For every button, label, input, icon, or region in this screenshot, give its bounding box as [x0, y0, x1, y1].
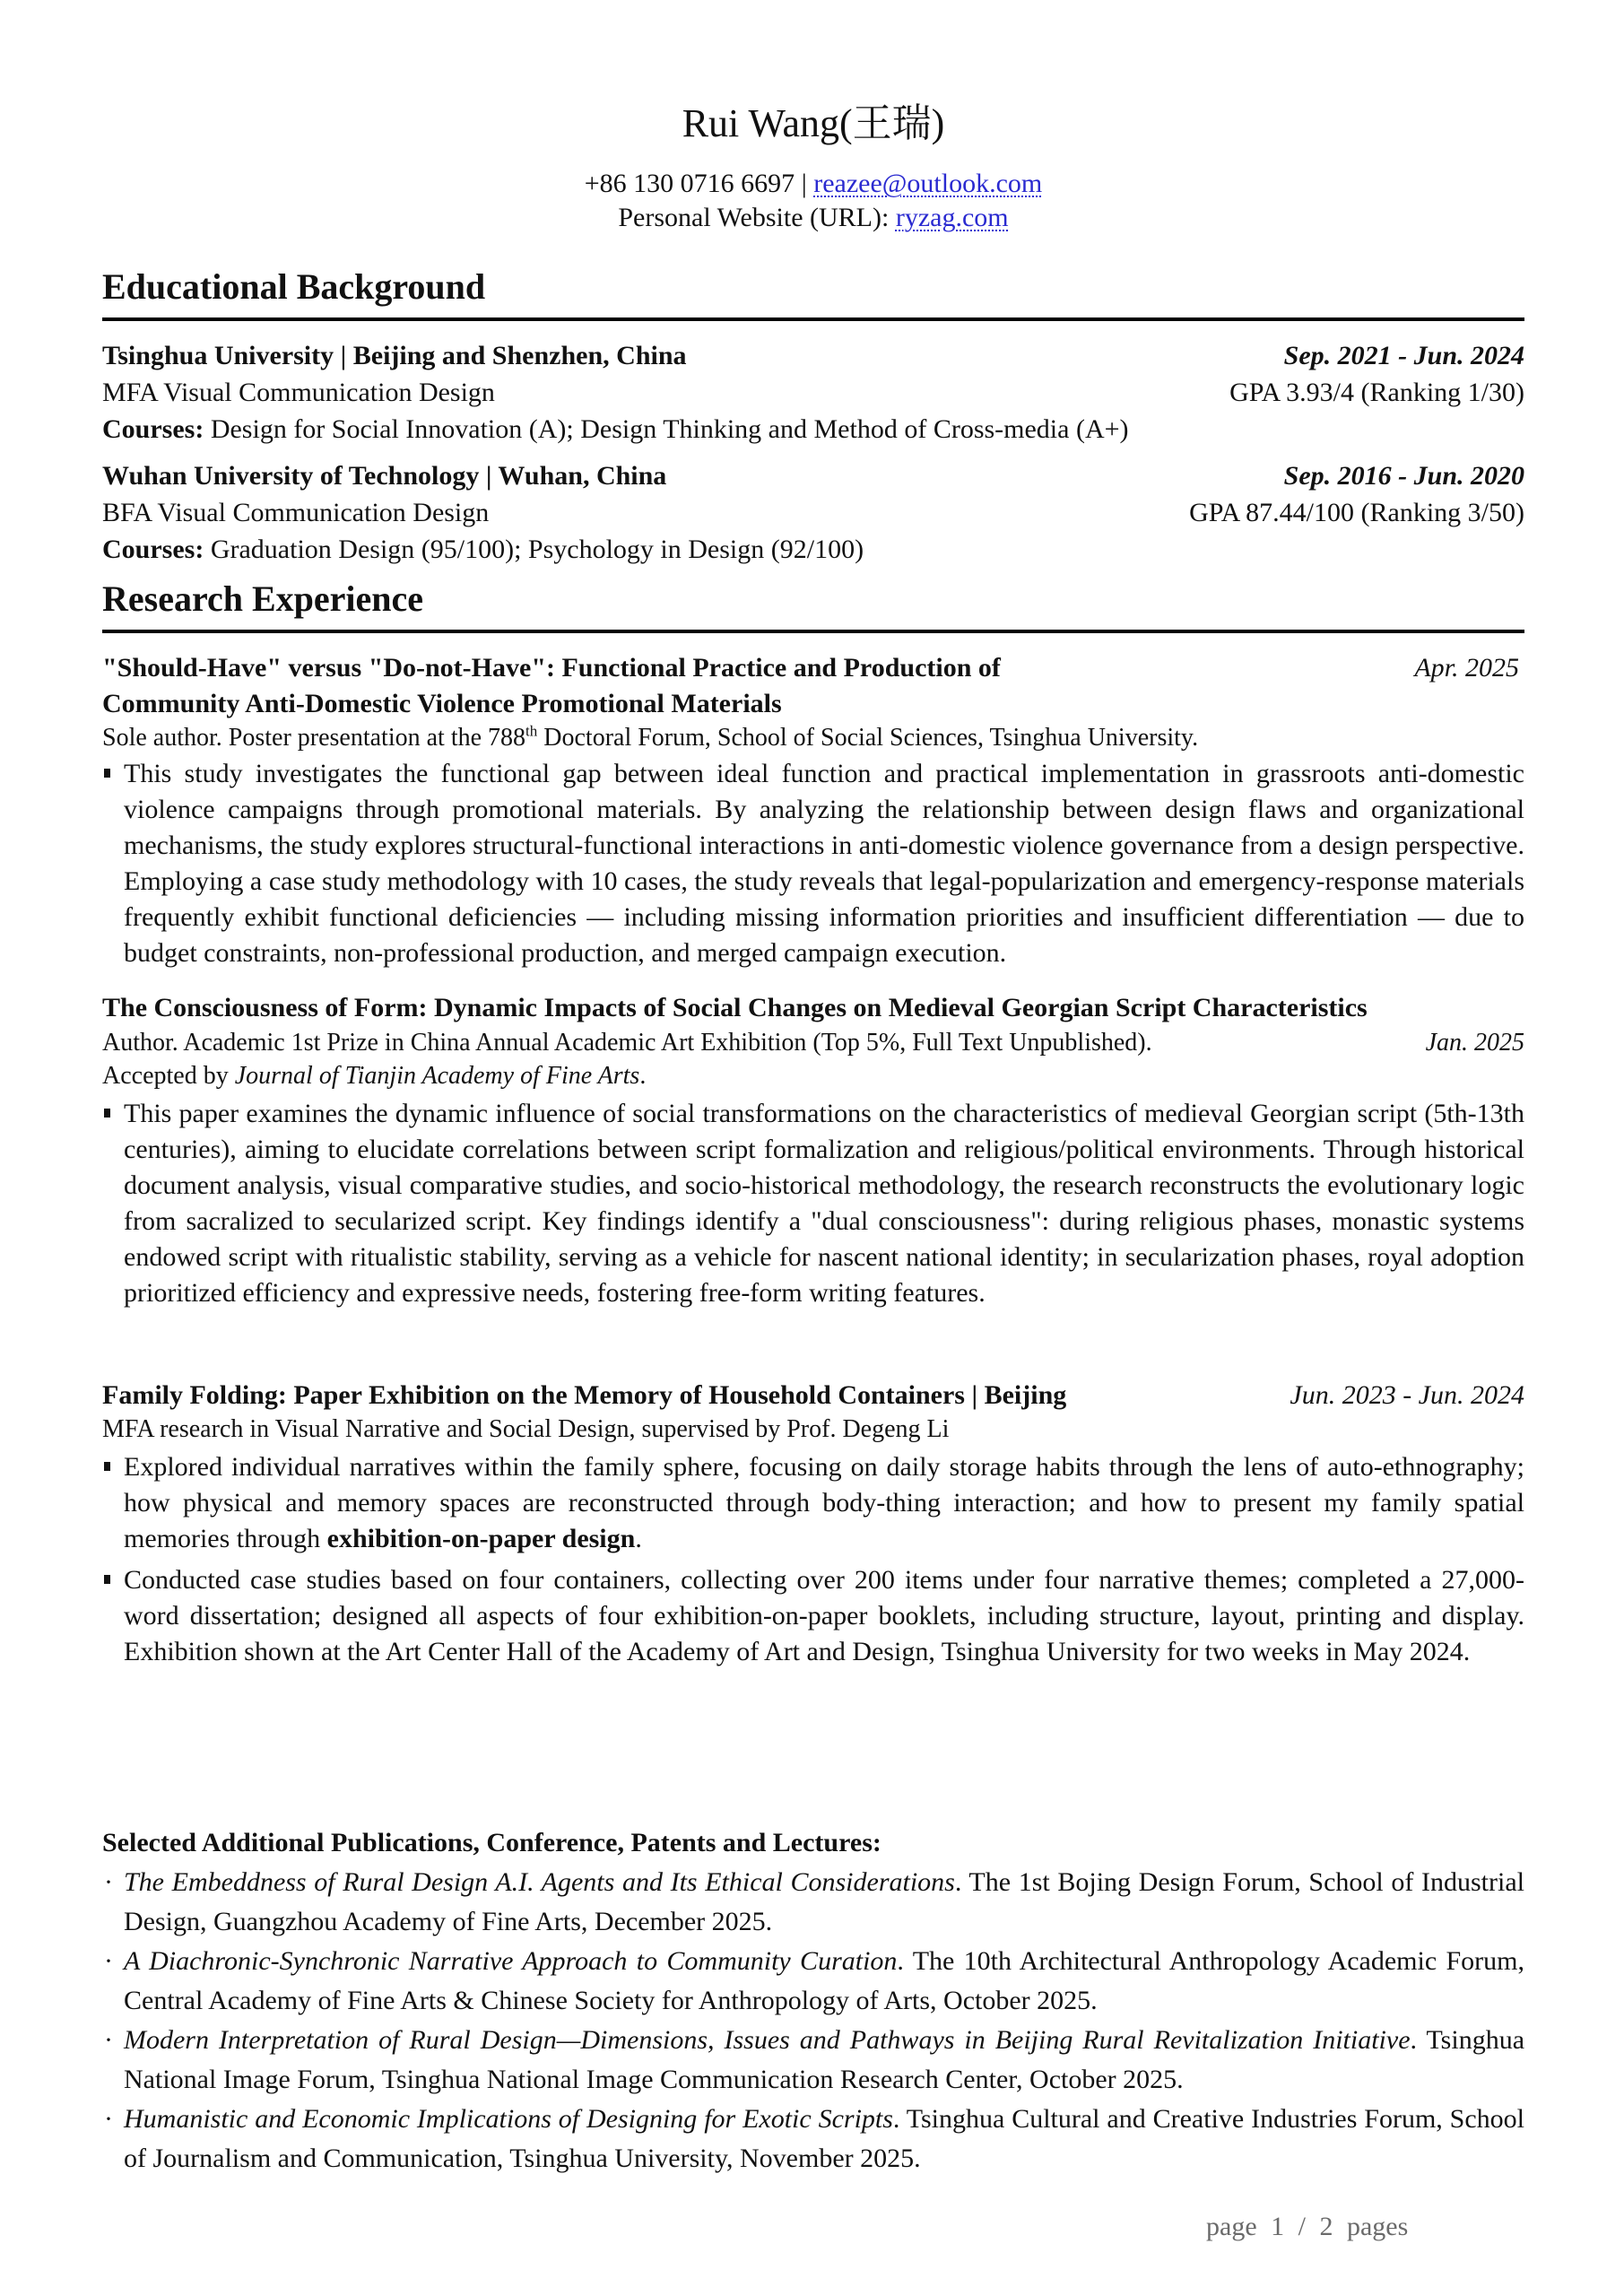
square-bullet-icon — [104, 1575, 110, 1584]
publication-venue: . The 1st Bojing Design Forum, School of Industrial Design, Guangzhou Academy of Fine Arts, December 2025. — [124, 1867, 1524, 1936]
publication-item — [102, 2021, 1524, 2100]
square-bullet-icon — [104, 1462, 110, 1471]
bullet-item — [102, 1449, 1524, 1557]
journal-name: Journal of Tianjin Academy of Fine Arts — [234, 1062, 640, 1090]
education-dates: Sep. 2021 - Jun. 2024 — [1283, 341, 1524, 370]
square-bullet-icon — [104, 1109, 110, 1118]
bullet-bold-text: exhibition-on-paper design — [326, 1524, 636, 1553]
meta-text: Doctoral Forum, School of Social Sciences, Tsinghua University. — [537, 724, 1199, 752]
middle-dot-bullet-icon: · — [104, 1867, 113, 1897]
publication-title: Modern Interpretation of Rural Design—Dimensions, Issues and Pathways in Beijing Rural Revitalization Initiative — [124, 2025, 1411, 2055]
website-label: Personal Website (URL): — [618, 203, 896, 232]
bullet-item — [102, 1562, 1524, 1670]
gpa: GPA 87.44/100 (Ranking 3/50) — [1189, 498, 1524, 527]
publication-item — [102, 2100, 1524, 2179]
research-title: The Consciousness of Form: Dynamic Impacts of Social Changes on Medieval Georgian Script Characteristics — [102, 993, 1368, 1022]
contact-line-1 — [102, 167, 1524, 201]
gpa: GPA 3.93/4 (Ranking 1/30) — [1229, 378, 1524, 407]
meta-superscript: th — [525, 722, 538, 740]
publication-item — [102, 1942, 1524, 2021]
school-name: Wuhan University of Technology | Wuhan, China — [102, 461, 667, 491]
school-name: Tsinghua University | Beijing and Shenzhen, China — [102, 341, 687, 370]
publication-title: The Embeddness of Rural Design A.I. Agents and Its Ethical Considerations — [124, 1867, 955, 1897]
accepted-label: Accepted by — [102, 1062, 235, 1090]
website-link[interactable]: ryzag.com — [895, 203, 1009, 232]
section-title-research: Research Experience — [102, 578, 1524, 633]
research-entry — [102, 649, 1524, 971]
research-title: "Should-Have" versus "Do-not-Have": Functional Practice and Production of — [102, 653, 1001, 683]
publication-item — [102, 1863, 1524, 1942]
publications-section — [102, 1823, 1524, 2179]
bullet-text: Explored individual narratives within the family sphere, focusing on daily storage habits through the lens of auto-ethnography; how physical and memory spaces are reconstructed through body-thing interaction; and how to present my family spatial memories through — [124, 1452, 1524, 1553]
publication-title: A Diachronic-Synchronic Narrative Approach to Community Curation — [124, 1946, 898, 1976]
candidate-name: Rui Wang(王瑞) — [682, 101, 945, 145]
bullet-item — [102, 1096, 1524, 1311]
degree: BFA Visual Communication Design — [102, 498, 490, 527]
punctuation: . — [639, 1062, 647, 1090]
publication-venue: . Tsinghua National Image Forum, Tsinghua National Image Communication Research Center, October 2025. — [124, 2025, 1525, 2094]
research-entry — [102, 990, 1524, 1311]
publications-title: Selected Additional Publications, Conference, Patents and Lectures: — [102, 1828, 881, 1857]
courses: Graduation Design (95/100); Psychology in Design (92/100) — [204, 535, 864, 564]
research-title: Family Folding: Paper Exhibition on the Memory of Household Containers | Beijing — [102, 1380, 1067, 1410]
current-page: 1 — [1271, 2212, 1285, 2241]
research-date: Jun. 2023 - Jun. 2024 — [1290, 1380, 1524, 1410]
contact-line-2 — [102, 201, 1524, 235]
pages-label: pages — [1346, 2212, 1409, 2241]
square-bullet-icon — [104, 769, 110, 778]
page-label: page — [1206, 2212, 1257, 2241]
bullet-text: This study investigates the functional gap between ideal function and practical implementation in grassroots anti-domestic violence campaigns through promotional materials. By analyzing the relationship between design flaws and organizational mechanisms, the study explores structural-functional interactions in anti-domestic violence governance from a design perspective. Employing a case study methodology with 10 cases, the study reveals that legal-popularization and emergency-response materials frequently exhibit functional deficiencies — including missing information priorities and insufficient differentiation — due to budget constraints, non-professional production, and merged campaign execution. — [124, 759, 1524, 968]
page-slash: / — [1298, 2212, 1306, 2241]
research-meta: Author. Academic 1st Prize in China Annual Academic Art Exhibition (Top 5%, Full Text Unpublished). — [102, 1029, 1152, 1057]
middle-dot-bullet-icon: · — [104, 2104, 113, 2134]
education-dates: Sep. 2016 - Jun. 2020 — [1283, 461, 1524, 491]
middle-dot-bullet-icon: · — [104, 2025, 113, 2055]
middle-dot-bullet-icon: · — [104, 1946, 113, 1976]
research-meta — [102, 722, 1524, 754]
bullet-item — [102, 756, 1524, 971]
meta-text: Sole author. Poster presentation at the 788 — [102, 724, 526, 752]
email-link[interactable]: reazee@outlook.com — [813, 169, 1043, 198]
courses-label: Courses: — [102, 535, 204, 564]
bullet-text: Conducted case studies based on four containers, collecting over 200 items under four narrative themes; completed a 27,000-word dissertation; designed all aspects of four exhibition-on-paper booklets, including structure, layout, printing and display. Exhibition shown at the Art Center Hall of the Academy of Art and Design, Tsinghua University for two weeks in May 2024. — [124, 1565, 1524, 1666]
research-entry — [102, 1377, 1524, 1670]
courses: Design for Social Innovation (A); Design Thinking and Method of Cross-media (A+) — [204, 414, 1129, 444]
research-date: Jan. 2025 — [1425, 1029, 1524, 1057]
research-meta: MFA research in Visual Narrative and Social Design, supervised by Prof. Degeng Li — [102, 1415, 950, 1443]
contact-separator: | — [795, 169, 814, 198]
education-entry — [102, 337, 1524, 448]
research-date: Apr. 2025 — [1414, 653, 1519, 683]
page-footer — [1206, 2212, 1408, 2242]
section-title-education: Educational Background — [102, 265, 1524, 321]
courses-label: Courses: — [102, 414, 204, 444]
publication-venue: . Tsinghua Cultural and Creative Industries Forum, School of Journalism and Communication, Tsinghua University, November 2025. — [124, 2104, 1524, 2173]
total-pages: 2 — [1319, 2212, 1333, 2241]
contact-info — [102, 167, 1524, 235]
phone-number: +86 130 0716 6697 — [584, 169, 795, 198]
bullet-text: This paper examines the dynamic influence of social transformations on the characteristics of medieval Georgian script (5th-13th centuries), aiming to elucidate correlations between script formalization and religious/political environments. Through historical document analysis, visual comparative studies, and socio-historical methodology, the research reconstructs the evolutionary logic from sacralized to secularized script. Key findings identify a "dual consciousness": during religious phases, monastic systems endowed script with ritualistic stability, serving as a vehicle for nascent national identity; in secularization phases, royal adoption prioritized efficiency and expressive needs, fostering free-form writing features. — [124, 1099, 1524, 1308]
punctuation: . — [635, 1524, 642, 1553]
research-title-continued: Community Anti-Domestic Violence Promotional Materials — [102, 689, 782, 718]
accepted-by — [102, 1060, 1524, 1092]
degree: MFA Visual Communication Design — [102, 378, 495, 407]
publication-title: Humanistic and Economic Implications of Designing for Exotic Scripts — [124, 2104, 893, 2134]
publication-venue: . The 10th Architectural Anthropology Academic Forum, Central Academy of Fine Arts & Chinese Society for Anthropology of Arts, October 2025. — [124, 1946, 1524, 2015]
education-entry — [102, 457, 1524, 568]
